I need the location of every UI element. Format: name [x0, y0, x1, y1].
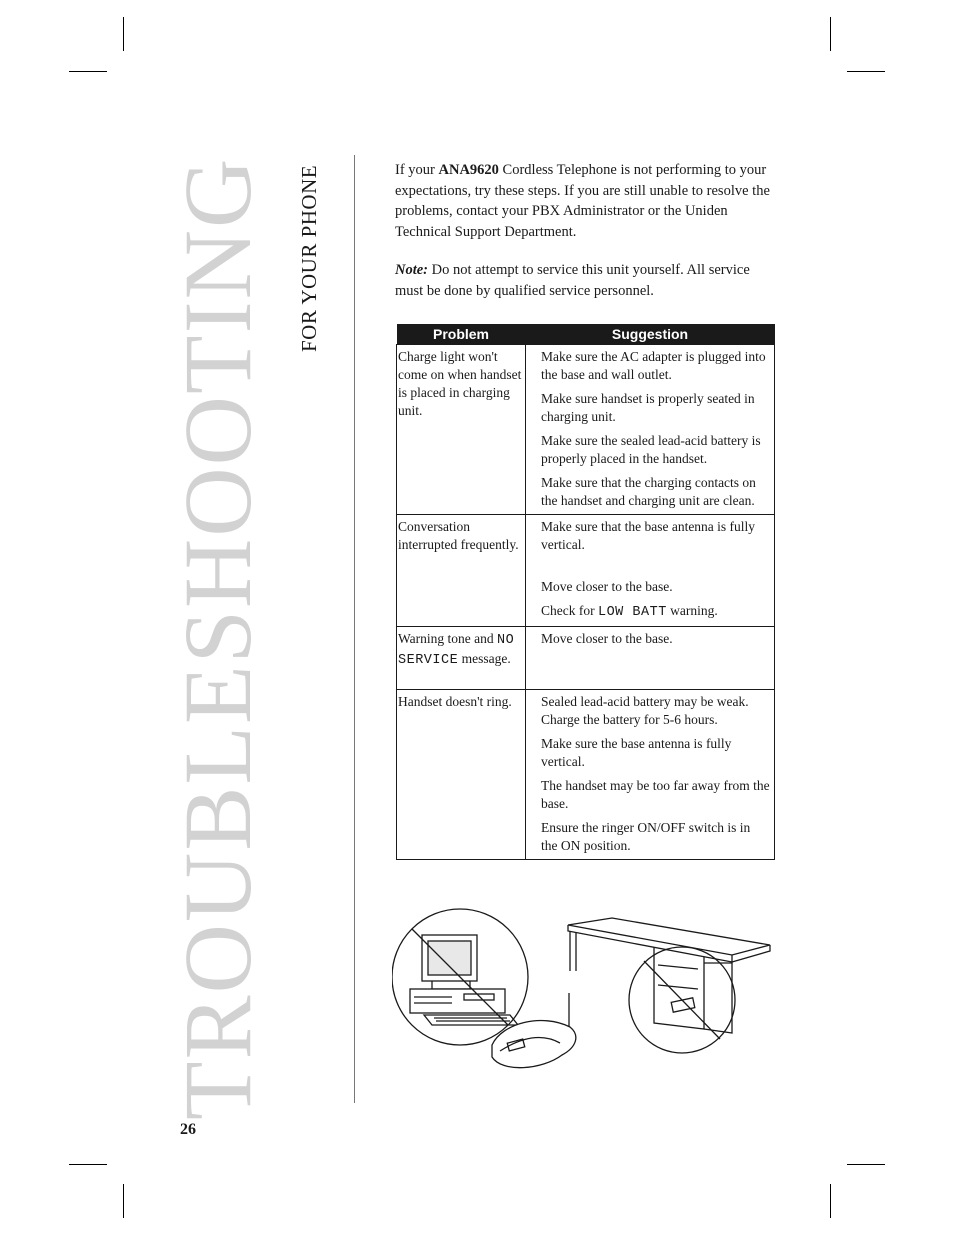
note-text: Do not attempt to service this unit yourself. All service must be done by qualified service personnel.: [395, 262, 750, 299]
suggestion-item: Make sure the sealed lead-acid battery is properly placed in the handset.: [541, 433, 761, 466]
crop-mark: [847, 1164, 885, 1165]
column-header-problem: Problem: [397, 324, 526, 345]
suggestion-item: Sealed lead-acid battery may be weak. Charge the battery for 5-6 hours.: [541, 694, 749, 727]
crop-mark: [123, 1184, 124, 1218]
table-row: [397, 515, 775, 627]
intro-text: If your: [395, 162, 439, 178]
crop-mark: [123, 17, 124, 51]
suggestion-item: Make sure the AC adapter is plugged into the base and wall outlet.: [541, 349, 766, 382]
vertical-divider: [354, 155, 355, 1103]
note-label: Note:: [395, 262, 429, 278]
model-number: ANA9620: [438, 162, 499, 178]
lcd-text: NO SERVICE: [398, 633, 515, 668]
crop-mark: [847, 71, 885, 72]
suggestion-text: warning.: [666, 603, 718, 618]
crop-mark: [830, 17, 831, 51]
crop-mark: [69, 1164, 107, 1165]
section-subtitle: FOR YOUR PHONE: [297, 164, 321, 352]
intro-paragraph: [395, 160, 780, 242]
column-header-suggestion: Suggestion: [526, 324, 775, 345]
suggestion-item: [541, 602, 770, 622]
problem-text: Warning tone and: [398, 631, 498, 646]
problem-cell: Charge light won't come on when handset is placed in charging unit.: [397, 345, 526, 515]
suggestion-item: Make sure that the charging contacts on the handset and charging unit are clean.: [541, 475, 756, 508]
suggestion-cell: [526, 345, 775, 515]
suggestion-item: Make sure that the base antenna is fully vertical.: [541, 519, 756, 552]
suggestion-item: The handset may be too far away from the base.: [541, 778, 770, 811]
page-number: 26: [180, 1121, 196, 1138]
lcd-text: LOW BATT: [597, 605, 667, 620]
table-header-row: [397, 324, 775, 345]
computer-icon: [410, 935, 518, 1025]
suggestion-item: Move closer to the base.: [541, 631, 673, 646]
crop-mark: [69, 71, 107, 72]
desk-icon: [568, 918, 770, 1033]
suggestion-cell: [526, 690, 775, 860]
placement-illustration: [392, 905, 782, 1085]
table-row: [397, 345, 775, 515]
problem-text: message.: [458, 651, 511, 666]
problem-cell: Handset doesn't ring.: [397, 690, 526, 860]
suggestion-item: Move closer to the base.: [541, 579, 673, 594]
table-row: [397, 690, 775, 860]
suggestion-text: Check for: [541, 603, 598, 618]
crop-mark: [830, 1184, 831, 1218]
suggestion-item: Make sure the base antenna is fully vertical.: [541, 736, 732, 769]
problem-cell: Conversation interrupted frequently.: [397, 515, 526, 627]
intro-text: Cordless Telephone is not performing to your expectations, try these steps. If you are still unable to resolve the problems, contact your PBX Administrator or the Uniden Technical Support Department.: [395, 162, 770, 240]
note-paragraph: [395, 260, 780, 301]
suggestion-item: Make sure handset is properly seated in charging unit.: [541, 391, 755, 424]
problem-cell: [397, 627, 526, 690]
troubleshooting-table: [396, 324, 775, 860]
suggestion-cell: [526, 515, 775, 627]
section-title: TROUBLESHOOTING: [164, 156, 271, 1120]
table-row: [397, 627, 775, 690]
suggestion-item: Ensure the ringer ON/OFF switch is in the ON position.: [541, 820, 751, 853]
suggestion-cell: [526, 627, 775, 690]
